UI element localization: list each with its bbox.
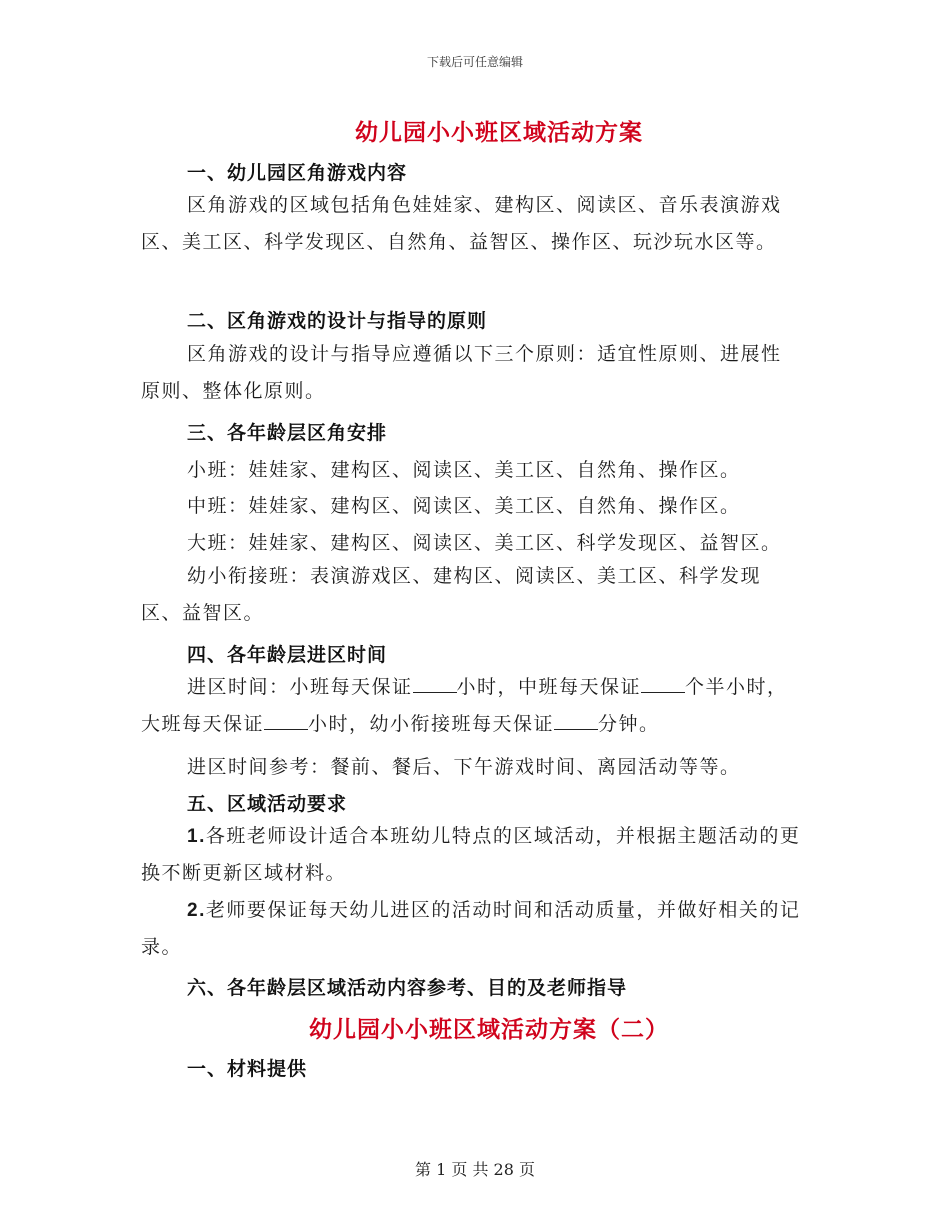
small-class-line: 小班：娃娃家、建构区、阅读区、美工区、自然角、操作区。 — [187, 459, 741, 481]
requirement-item-2 — [141, 892, 801, 966]
item-2-number: 2. — [187, 900, 206, 921]
part2-heading-1: 一、材料提供 — [187, 1058, 308, 1080]
section-heading-5: 五、区域活动要求 — [187, 793, 348, 815]
section-text-4 — [141, 669, 801, 743]
document-title-2: 幼儿园小小班区域活动方案（二） — [309, 1016, 669, 1043]
time-text-b: 小时，中班每天保证 — [456, 676, 642, 698]
requirement-item-1 — [141, 818, 801, 892]
time-text-d: 大班每天保证 — [141, 713, 265, 735]
item-1-text: 各班老师设计适合本班幼儿特点的区域活动，并根据主题活动的更换不断更新区域材料。 — [141, 825, 801, 884]
time-text-a: 进区时间：小班每天保证 — [187, 676, 413, 698]
blank-large-class — [264, 711, 308, 730]
time-text-c: 个半小时， — [685, 676, 788, 698]
time-reference-line: 进区时间参考：餐前、餐后、下午游戏时间、离园活动等等。 — [187, 756, 741, 778]
section-heading-6: 六、各年龄层区域活动内容参考、目的及老师指导 — [187, 977, 628, 999]
document-title: 幼儿园小小班区域活动方案 — [355, 119, 643, 146]
section-text-1: 区角游戏的区域包括角色娃娃家、建构区、阅读区、音乐表演游戏区、美工区、科学发现区、自然角、益智区、操作区、玩沙玩水区等。 — [141, 194, 782, 253]
section-heading-3: 三、各年龄层区角安排 — [187, 422, 388, 444]
large-class-line: 大班：娃娃家、建构区、阅读区、美工区、科学发现区、益智区。 — [187, 532, 782, 554]
section-heading-2: 二、区角游戏的设计与指导的原则 — [187, 310, 488, 332]
time-text-f: 分钟。 — [598, 713, 660, 735]
middle-class-line: 中班：娃娃家、建构区、阅读区、美工区、自然角、操作区。 — [187, 495, 741, 517]
item-2-text: 老师要保证每天幼儿进区的活动时间和活动质量，并做好相关的记录。 — [141, 899, 801, 958]
item-1-number: 1. — [187, 826, 206, 847]
section-heading-1: 一、幼儿园区角游戏内容 — [187, 162, 408, 184]
page-footer: 第 1 页 共 28 页 — [415, 1160, 535, 1179]
section-heading-4: 四、各年龄层进区时间 — [187, 644, 388, 666]
blank-middle-class — [641, 674, 685, 693]
header-note: 下载后可任意编辑 — [426, 55, 523, 69]
section-text-2: 区角游戏的设计与指导应遵循以下三个原则：适宜性原则、进展性原则、整体化原则。 — [141, 343, 782, 402]
transition-class-line: 幼小衔接班：表演游戏区、建构区、阅读区、美工区、科学发现区、益智区。 — [141, 565, 762, 624]
blank-small-class — [413, 674, 457, 693]
time-text-e: 小时，幼小衔接班每天保证 — [308, 713, 555, 735]
blank-transition-class — [554, 711, 598, 730]
